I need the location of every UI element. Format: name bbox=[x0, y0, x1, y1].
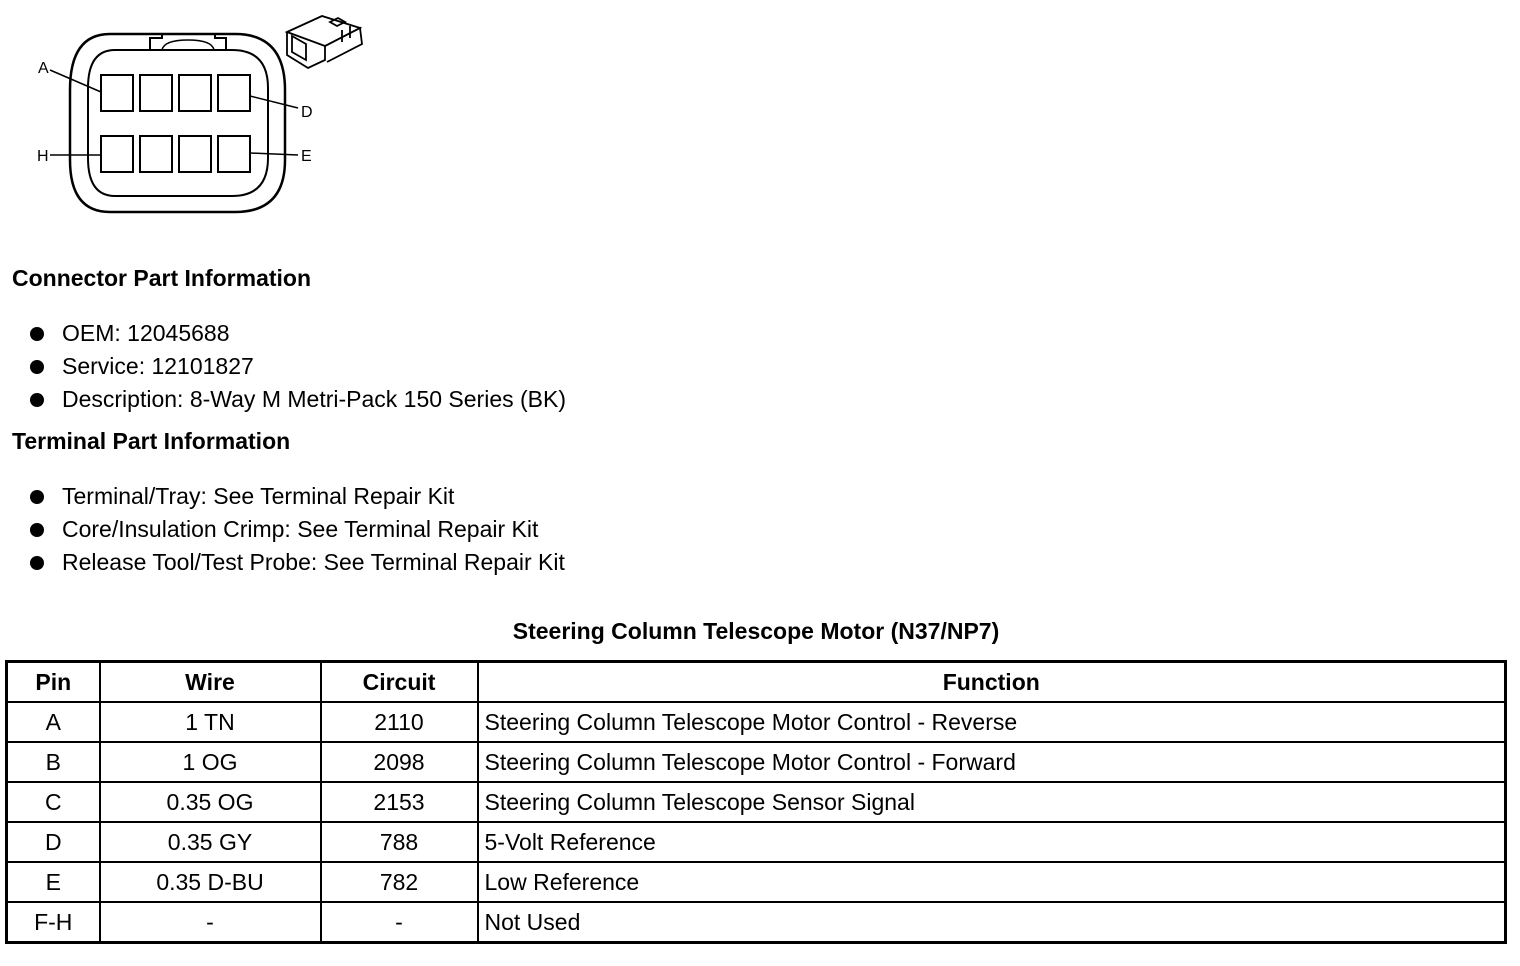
cavity-h bbox=[101, 136, 133, 172]
header-circuit: Circuit bbox=[321, 662, 478, 703]
table-row bbox=[7, 782, 1506, 822]
cell-function: Low Reference bbox=[478, 862, 1506, 902]
cell-function: 5-Volt Reference bbox=[478, 822, 1506, 862]
cell-function: Steering Column Telescope Motor Control - Reverse bbox=[478, 702, 1506, 742]
cell-circuit: 782 bbox=[321, 862, 478, 902]
cell-circuit: 2110 bbox=[321, 702, 478, 742]
bullet-icon bbox=[30, 360, 44, 374]
table-row bbox=[7, 742, 1506, 782]
list-item bbox=[28, 350, 566, 383]
cell-pin: A bbox=[7, 702, 100, 742]
cavity-b bbox=[140, 75, 172, 111]
cell-wire: 1 OG bbox=[100, 742, 321, 782]
list-item-text: Release Tool/Test Probe: See Terminal Repair Kit bbox=[62, 549, 565, 575]
cell-wire: 0.35 GY bbox=[100, 822, 321, 862]
header-function: Function bbox=[478, 662, 1506, 703]
connector-latch bbox=[150, 34, 226, 50]
cell-function: Steering Column Telescope Motor Control - Forward bbox=[478, 742, 1506, 782]
pin-label-a: A bbox=[38, 60, 49, 77]
list-item bbox=[28, 383, 566, 416]
cavity-d bbox=[218, 75, 250, 111]
table-header-row bbox=[7, 662, 1506, 703]
cell-pin: E bbox=[7, 862, 100, 902]
bullet-icon bbox=[30, 490, 44, 504]
cell-pin: C bbox=[7, 782, 100, 822]
cell-wire: 1 TN bbox=[100, 702, 321, 742]
cell-function: Steering Column Telescope Sensor Signal bbox=[478, 782, 1506, 822]
terminal-part-list bbox=[28, 480, 565, 579]
list-item-text: Service: 12101827 bbox=[62, 353, 254, 379]
cell-pin: F-H bbox=[7, 902, 100, 943]
list-item-text: Description: 8-Way M Metri-Pack 150 Series (BK) bbox=[62, 386, 567, 412]
connector-housing-inner bbox=[88, 50, 268, 196]
cavity-c bbox=[179, 75, 211, 111]
pin-label-e: E bbox=[301, 148, 312, 165]
table-row bbox=[7, 862, 1506, 902]
cavity-f bbox=[179, 136, 211, 172]
cell-wire: 0.35 OG bbox=[100, 782, 321, 822]
list-item bbox=[28, 317, 566, 350]
table-row bbox=[7, 822, 1506, 862]
list-item bbox=[28, 480, 565, 513]
cell-wire: 0.35 D-BU bbox=[100, 862, 321, 902]
cell-pin: B bbox=[7, 742, 100, 782]
list-item bbox=[28, 513, 565, 546]
terminal-part-info-heading: Terminal Part Information bbox=[12, 428, 291, 454]
connector-part-info-heading: Connector Part Information bbox=[12, 265, 312, 291]
connector-isometric-icon bbox=[287, 16, 362, 68]
header-wire: Wire bbox=[100, 662, 321, 703]
pinout-table bbox=[5, 660, 1507, 944]
list-item-text: Core/Insulation Crimp: See Terminal Repair Kit bbox=[62, 516, 539, 542]
pin-label-d: D bbox=[301, 104, 313, 121]
bullet-icon bbox=[30, 556, 44, 570]
bullet-icon bbox=[30, 393, 44, 407]
cell-circuit: 2098 bbox=[321, 742, 478, 782]
cell-wire: - bbox=[100, 902, 321, 943]
bullet-icon bbox=[30, 523, 44, 537]
cell-circuit: - bbox=[321, 902, 478, 943]
cell-circuit: 788 bbox=[321, 822, 478, 862]
table-row bbox=[7, 902, 1506, 943]
cell-function: Not Used bbox=[478, 902, 1506, 943]
table-title: Steering Column Telescope Motor (N37/NP7) bbox=[512, 618, 1000, 644]
cavity-a bbox=[101, 75, 133, 111]
connector-face-diagram bbox=[0, 0, 380, 225]
cell-pin: D bbox=[7, 822, 100, 862]
header-pin: Pin bbox=[7, 662, 100, 703]
table-row bbox=[7, 702, 1506, 742]
cell-circuit: 2153 bbox=[321, 782, 478, 822]
list-item bbox=[28, 546, 565, 579]
connector-part-list bbox=[28, 317, 566, 416]
list-item-text: OEM: 12045688 bbox=[62, 320, 230, 346]
cavity-g bbox=[140, 136, 172, 172]
cavity-e bbox=[218, 136, 250, 172]
list-item-text: Terminal/Tray: See Terminal Repair Kit bbox=[62, 483, 455, 509]
bullet-icon bbox=[30, 327, 44, 341]
pin-label-h: H bbox=[37, 148, 49, 165]
connector-housing-outer bbox=[70, 34, 285, 212]
